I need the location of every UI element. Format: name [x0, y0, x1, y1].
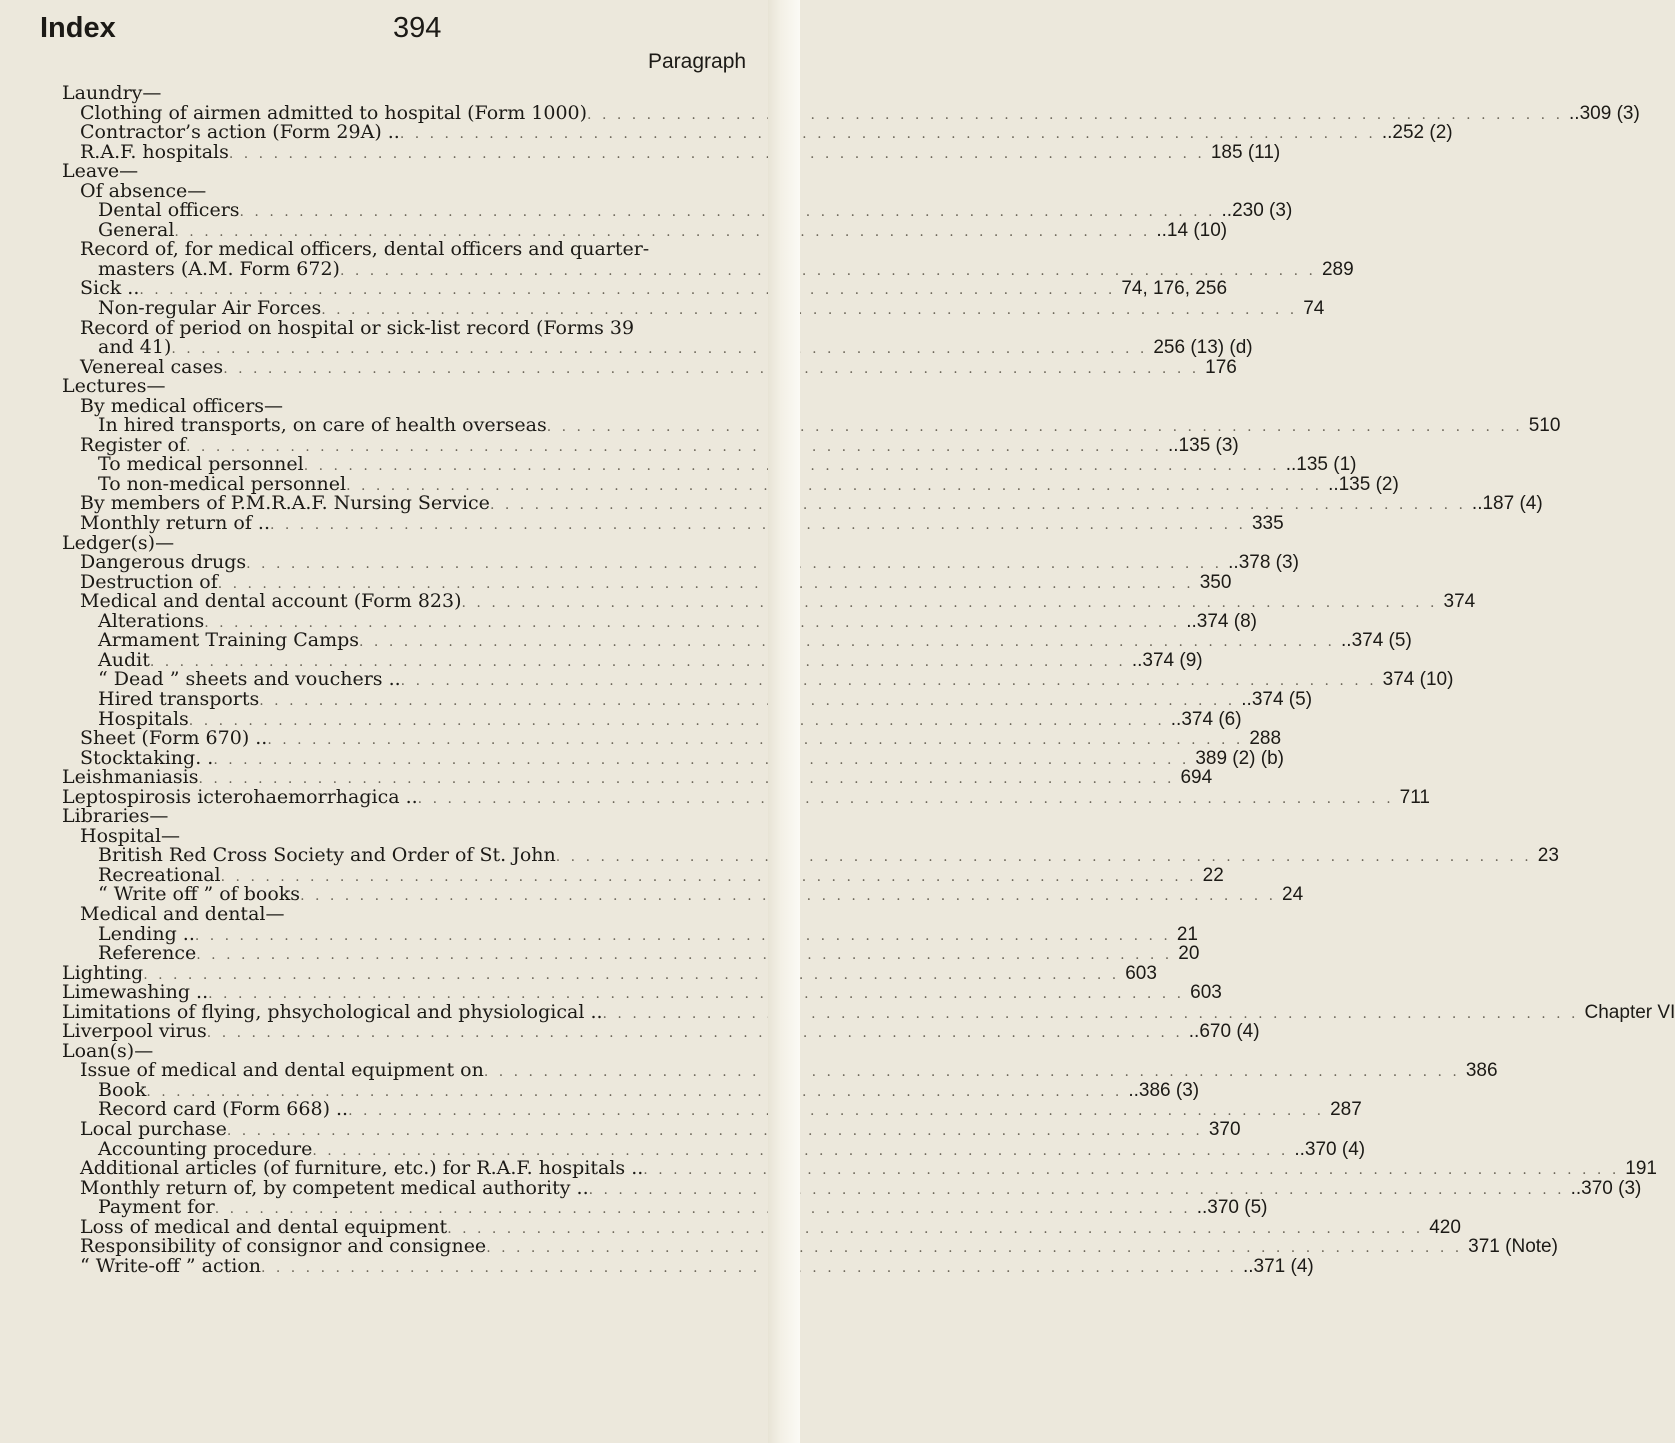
- entry-text: Loan(s)—: [62, 1039, 154, 1062]
- entry-text: Lectures—: [62, 375, 166, 398]
- entry-reference: 20: [1178, 943, 1200, 965]
- index-entry: [0, 687, 1313, 710]
- leader-dots: [261, 1259, 1237, 1279]
- entry-text: Payment for: [98, 1196, 215, 1219]
- index-entry: [0, 240, 760, 260]
- leader-dots: [143, 966, 1119, 986]
- entry-reference: 371 (Note): [1468, 1236, 1558, 1258]
- entry-text: Libraries—: [62, 805, 169, 828]
- entry-reference: ..374 (5): [1241, 688, 1313, 710]
- entry-text: Dangerous drugs: [80, 551, 247, 574]
- entry-text: Book: [98, 1078, 147, 1101]
- entry-reference: 711: [1399, 786, 1430, 808]
- leader-dots: [556, 848, 1532, 868]
- entry-text: Contractor’s action (Form 29A) ..: [80, 121, 400, 144]
- entry-reference: ..309 (3): [1569, 102, 1640, 124]
- entry-text: Alterations: [98, 609, 205, 632]
- index-entry: [0, 512, 1284, 535]
- entry-reference: ..670 (4): [1188, 1021, 1260, 1043]
- index-entry: [0, 981, 1222, 1004]
- leader-dots: [603, 1005, 1579, 1025]
- leader-dots: [221, 868, 1197, 888]
- entry-text: Armament Training Camps: [98, 629, 360, 652]
- leader-dots: [267, 731, 1243, 751]
- entry-reference: 374 (10): [1382, 669, 1454, 691]
- entry-text: “ Dead ” sheets and vouchers ..: [98, 668, 401, 691]
- entry-text: Medical and dental account (Form 823): [80, 590, 462, 613]
- entry-reference: ..374 (9): [1131, 649, 1203, 671]
- entry-text: Of absence—: [80, 179, 207, 202]
- leader-dots: [348, 1102, 1324, 1122]
- entry-reference: ..374 (6): [1170, 708, 1242, 730]
- entry-reference: ..371 (4): [1242, 1255, 1314, 1277]
- entry-text: Destruction of: [80, 570, 218, 593]
- index-entry: [0, 807, 760, 827]
- entry-text: Recreational: [98, 863, 221, 886]
- index-entry: [0, 766, 1213, 789]
- entry-text: Additional articles (of furniture, etc.) for R.A.F. hospitals ..: [80, 1157, 644, 1180]
- entry-reference: ..378 (3): [1228, 552, 1299, 574]
- index-entry: [0, 590, 1476, 613]
- index-entry: [0, 414, 1561, 437]
- entry-text: Lighting: [62, 961, 144, 984]
- leader-dots: [547, 418, 1523, 438]
- entry-text: Hospitals: [98, 707, 189, 730]
- entry-text: Responsibility of consignor and consignee: [80, 1235, 487, 1258]
- entry-reference: 370: [1208, 1118, 1241, 1140]
- entry-text: Monthly return of, by competent medical authority ..: [80, 1176, 589, 1199]
- entry-reference: ..386 (3): [1128, 1079, 1200, 1101]
- entry-text: and 41): [98, 336, 172, 359]
- leader-dots: [227, 1122, 1203, 1142]
- entry-text: Issue of medical and dental equipment on: [80, 1059, 484, 1082]
- entry-text: “ Write-off ” action: [80, 1254, 261, 1277]
- index-entry: [0, 1157, 1657, 1180]
- entry-reference: ..370 (3): [1570, 1177, 1642, 1199]
- index-entry: [0, 727, 1282, 750]
- entry-reference: 74, 176, 256: [1121, 278, 1228, 300]
- entry-text: Medical and dental—: [80, 902, 285, 925]
- leader-dots: [240, 203, 1216, 223]
- entry-reference: ..370 (5): [1196, 1197, 1268, 1219]
- entry-text: Leishmaniasis: [62, 766, 199, 789]
- entry-text: Sick ..: [80, 277, 140, 300]
- leader-dots: [462, 594, 1438, 614]
- entry-reference: 288: [1249, 728, 1282, 750]
- entry-text: Record of, for medical officers, dental officers and quarter-: [80, 238, 650, 261]
- index-entry: [0, 297, 1325, 320]
- entry-reference: 289: [1321, 258, 1354, 280]
- leader-dots: [418, 790, 1394, 810]
- entry-reference: ..14 (10): [1156, 219, 1228, 241]
- leader-dots: [171, 340, 1147, 360]
- entry-reference: 74: [1303, 298, 1325, 320]
- index-entry: [0, 84, 760, 104]
- entry-text: Loss of medical and dental equipment: [80, 1215, 448, 1238]
- index-entry: [0, 844, 1559, 867]
- entry-text: To medical personnel: [98, 453, 304, 476]
- entry-text: Dental officers: [98, 199, 240, 222]
- entry-text: Lending ..: [98, 922, 195, 945]
- entry-reference: 22: [1202, 864, 1224, 886]
- index-entry: [0, 453, 1357, 476]
- entry-text: Hired transports: [98, 687, 260, 710]
- leader-dots: [223, 360, 1199, 380]
- entry-text: British Red Cross Society and Order of St. John: [98, 844, 556, 867]
- entry-text: Stocktaking. .: [80, 746, 214, 769]
- entry-reference: 256 (13) (d): [1153, 337, 1253, 359]
- leader-dots: [213, 751, 1189, 771]
- index-entry: [0, 1020, 1260, 1043]
- entry-reference: 510: [1528, 415, 1561, 437]
- entry-text: Register of: [80, 433, 187, 456]
- entry-reference: 185 (11): [1210, 141, 1281, 163]
- index-entry: [0, 1117, 1241, 1140]
- entry-reference: ..135 (3): [1168, 434, 1239, 456]
- entry-text: Record card (Form 668) ..: [98, 1098, 349, 1121]
- entry-text: Ledger(s)—: [62, 531, 175, 554]
- index-entry: [0, 551, 1299, 574]
- leader-dots: [484, 1063, 1460, 1083]
- index-entry: [0, 1059, 1498, 1082]
- index-entry: [0, 162, 760, 182]
- entry-reference: ..374 (8): [1186, 610, 1257, 632]
- leader-dots: [189, 712, 1165, 732]
- entry-reference: 21: [1176, 923, 1198, 945]
- leader-dots: [246, 555, 1222, 575]
- index-entry: [0, 1196, 1268, 1219]
- entry-reference: Chapter VI: [1584, 1001, 1675, 1023]
- entry-reference: 287: [1330, 1099, 1362, 1121]
- leader-dots: [589, 1181, 1565, 1201]
- entry-reference: 694: [1180, 767, 1213, 789]
- index-entry: [0, 902, 760, 925]
- entry-reference: 191: [1625, 1158, 1657, 1180]
- leader-dots: [346, 477, 1322, 497]
- entry-text: Hospital—: [80, 824, 181, 847]
- entry-text: Audit: [98, 648, 150, 671]
- entry-text: Limewashing ..: [62, 981, 209, 1004]
- entry-text: Limitations of flying, phsychological and physiological ..: [62, 1000, 603, 1023]
- index-entries: [0, 82, 1675, 1277]
- entry-reference: ..374 (5): [1341, 630, 1412, 652]
- leader-dots: [229, 145, 1205, 165]
- index-entry: [0, 1254, 1314, 1277]
- index-entry: [0, 336, 1253, 359]
- entry-reference: ..370 (4): [1294, 1138, 1366, 1160]
- entry-reference: ..135 (2): [1328, 473, 1399, 495]
- entry-text: Venereal cases: [80, 355, 224, 378]
- entry-text: Reference: [98, 942, 197, 965]
- column-label: Paragraph: [648, 50, 747, 73]
- entry-reference: 335: [1251, 513, 1284, 535]
- entry-text: Laundry—: [62, 82, 162, 104]
- entry-reference: 389 (2) (b): [1195, 747, 1285, 769]
- index-entry: [0, 942, 1200, 965]
- entry-text: “ Write off ” of books: [98, 883, 301, 906]
- running-head-title: Index: [40, 12, 116, 44]
- entry-reference: 386: [1465, 1060, 1498, 1082]
- entry-text: Local purchase: [80, 1117, 227, 1140]
- leader-dots: [270, 516, 1246, 536]
- entry-text: By medical officers—: [80, 394, 284, 417]
- entry-text: In hired transports, on care of health overseas: [98, 414, 547, 437]
- leader-dots: [490, 496, 1466, 516]
- entry-reference: ..252 (2): [1381, 122, 1453, 144]
- entry-reference: 176: [1205, 356, 1237, 378]
- entry-text: By members of P.M.R.A.F. Nursing Service: [80, 492, 490, 515]
- index-entry: [0, 121, 1453, 144]
- index-entry: [0, 377, 760, 397]
- entry-text: Leptospirosis icterohaemorrhagica ..: [62, 785, 418, 808]
- leader-dots: [486, 1239, 1462, 1259]
- entry-reference: 24: [1282, 884, 1304, 906]
- index-entry: [0, 199, 1293, 222]
- index-entry: [0, 1235, 1558, 1258]
- entry-text: General: [98, 218, 175, 241]
- leader-dots: [447, 1220, 1423, 1240]
- entry-text: R.A.F. hospitals: [80, 140, 229, 163]
- leader-dots: [401, 672, 1377, 692]
- entry-text: Liverpool virus: [62, 1020, 207, 1043]
- entry-reference: 420: [1429, 1216, 1461, 1238]
- leader-dots: [195, 927, 1171, 947]
- entry-text: Record of period on hospital or sick-list record (Forms 39: [80, 316, 635, 339]
- entry-reference: 603: [1125, 962, 1157, 984]
- leader-dots: [207, 1024, 1183, 1044]
- entry-text: Leave—: [62, 160, 139, 183]
- leader-dots: [196, 946, 1172, 966]
- entry-text: Clothing of airmen admitted to hospital (Form 1000): [80, 101, 588, 124]
- entry-reference: ..230 (3): [1221, 200, 1293, 222]
- entry-text: To non-medical personnel: [98, 472, 347, 495]
- entry-reference: ..187 (4): [1471, 493, 1543, 515]
- entry-text: Accounting procedure: [98, 1137, 313, 1160]
- entry-text: masters (A.M. Form 672): [98, 257, 340, 280]
- page-edge: [768, 0, 800, 1443]
- page-number: 394: [393, 12, 442, 44]
- entry-reference: 374: [1443, 591, 1476, 613]
- entry-text: Monthly return of ..: [80, 512, 270, 535]
- leader-dots: [186, 438, 1162, 458]
- entry-reference: ..135 (1): [1285, 454, 1357, 476]
- entry-text: Sheet (Form 670) ..: [80, 727, 268, 750]
- index-entry: [0, 629, 1412, 652]
- leader-dots: [259, 692, 1235, 712]
- entry-reference: 350: [1199, 571, 1232, 593]
- entry-text: Non-regular Air Forces: [98, 297, 322, 320]
- entry-reference: 23: [1537, 845, 1559, 867]
- entry-reference: 603: [1190, 982, 1222, 1004]
